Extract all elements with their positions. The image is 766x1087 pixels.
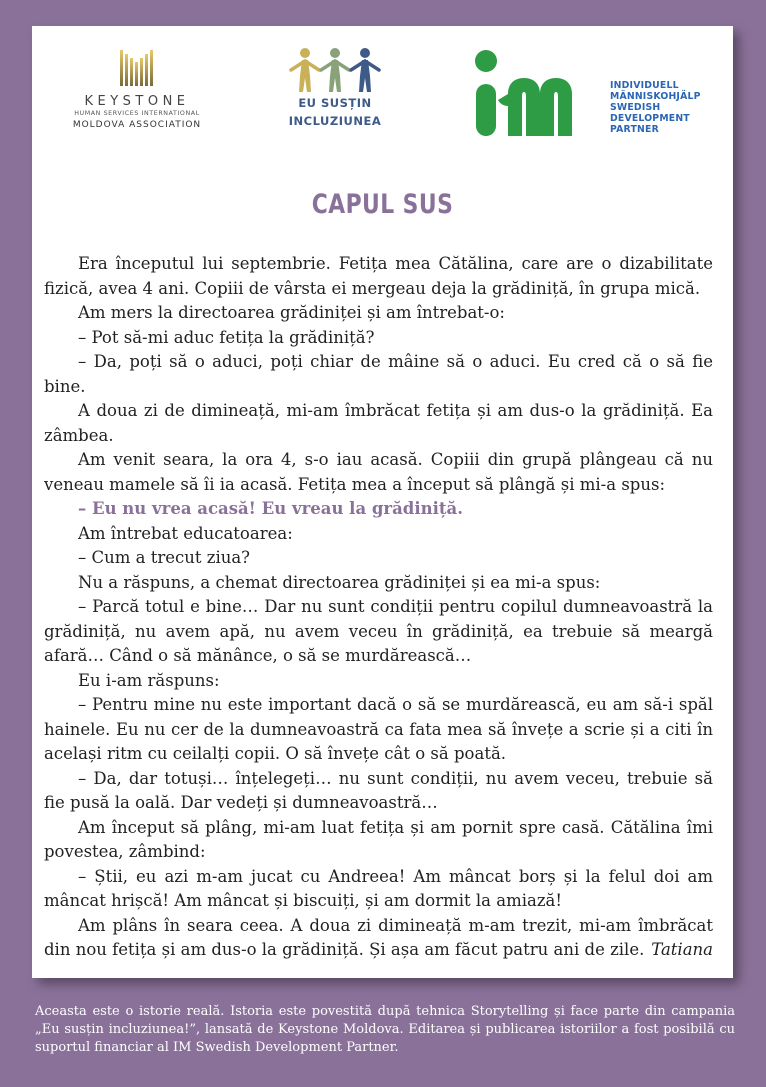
im-line: PARTNER [610,124,659,135]
figure-head [360,48,370,58]
im-line: INDIVIDUELL [610,80,679,91]
eu-sustin-logo [280,46,390,146]
keystone-emblem-icon [117,48,157,90]
keystone-name: KEYSTONE [84,94,190,109]
story-body [44,252,713,963]
figure-head [300,48,310,58]
eu-sustin-line2: INCLUZIUNEA [288,114,382,128]
story-paragraph: Am început să plâng, mi-am luat fetița și am pornit spre casă. Cătălina îmi povestea, zâmbind: [44,817,713,861]
story-paragraph: Am mers la directoarea grădiniței și am întrebat-o: [78,303,505,322]
eu-sustin-line1: EU SUSȚIN [298,96,372,110]
story-paragraph: – Parcă totul e bine… Dar nu sunt condiții pentru copilul dumneavoastră la grădiniță, nu avem apă, nu avem veceu în grădiniță, ea trebuie să meargă afară… Când o să mănânce, o să se murdărească… [44,597,713,665]
story-paragraph: A doua zi de dimineață, mi-am îmbrăcat fetița și am dus-o la grădiniță. Ea zâmbea. [44,401,713,445]
story-title: CAPUL SUS [311,189,454,220]
story-paragraph: – Pentru mine nu este important dacă o să se murdărească, eu am să-i spăl hainele. Eu nu cer de la dumneavoastră ca fata mea să învețe a scrie și a citi în același ritm cu ceilalți copii. O să învețe cât o să poată. [44,695,713,763]
story-paragraph: Nu a răspuns, a chemat directoarea grădiniței și ea mi-a spus: [78,572,601,592]
story-paragraph: – Știi, eu azi m-am jucat cu Andreea! Am mâncat borș și la felul doi am mâncat hrișcă! Am mâncat și biscuiți, și am dormit la amiază! [44,866,713,910]
story-paragraph: Am venit seara, la ora 4, s-o iau acasă. Copiii din grupă plângeau că nu veneau mamele să îi ia acasă. Fetița mea a început să plângă și mi-a spus: [44,450,713,494]
keystone-logo [62,48,212,148]
people-holding-hands-icon [285,46,385,94]
story-paragraph: – Pot să-mi aduc fetița la grădiniță? [78,327,375,347]
story-paragraph: – Cum a trecut ziua? [78,548,251,567]
im-line: DEVELOPMENT [610,113,690,124]
story-paragraph: Am întrebat educatoarea: [78,523,293,543]
story-paragraph: Eu i-am răspuns: [78,670,220,690]
figure-head [330,48,340,58]
keystone-association: MOLDOVA ASSOCIATION [72,120,202,130]
im-logo [464,46,714,146]
footer-note: Aceasta este o istorie reală. Istoria este povestită după tehnica Storytelling și face parte din campania „Eu susțin incluziunea!”, lansată de Keystone Moldova. Editarea și publicarea istoriilor a fost posibilă cu suportul financiar al IM Swedish Development Partner. [35,1004,735,1055]
story-signature: Tatiana [651,940,713,959]
im-line: MÄNNISKOHJÄLP [610,91,701,102]
im-line: SWEDISH [610,102,661,113]
im-logo-mark-icon [464,46,604,141]
story-card [32,26,733,978]
story-highlight-quote: – Eu nu vrea acasă! Eu vreau la grădiniță. [78,499,463,518]
story-paragraph: Am plâns în seara ceea. A doua zi dimineață m-am trezit, mi-am îmbrăcat din nou fetița și am dus-o la grădiniță. Și așa am făcut patru ani de zile. [44,915,713,959]
story-paragraph: – Da, poți să o aduci, poți chiar de mâine să o aduci. Eu cred că o să fie bine. [44,352,713,396]
story-paragraph: – Da, dar totuși… înțelegeți… nu sunt condiții, nu avem veceu, trebuie să fie pusă la oală. Dar vedeți și dumneavoastră… [44,768,713,812]
keystone-subtitle: HUMAN SERVICES INTERNATIONAL [74,110,200,117]
story-paragraph: Era începutul lui septembrie. Fetița mea Cătălina, care are o dizabilitate fizică, avea 4 ani. Copiii de vârsta ei mergeau deja la grădiniță, în grupa mică. [44,254,713,298]
im-text-block [610,80,701,135]
